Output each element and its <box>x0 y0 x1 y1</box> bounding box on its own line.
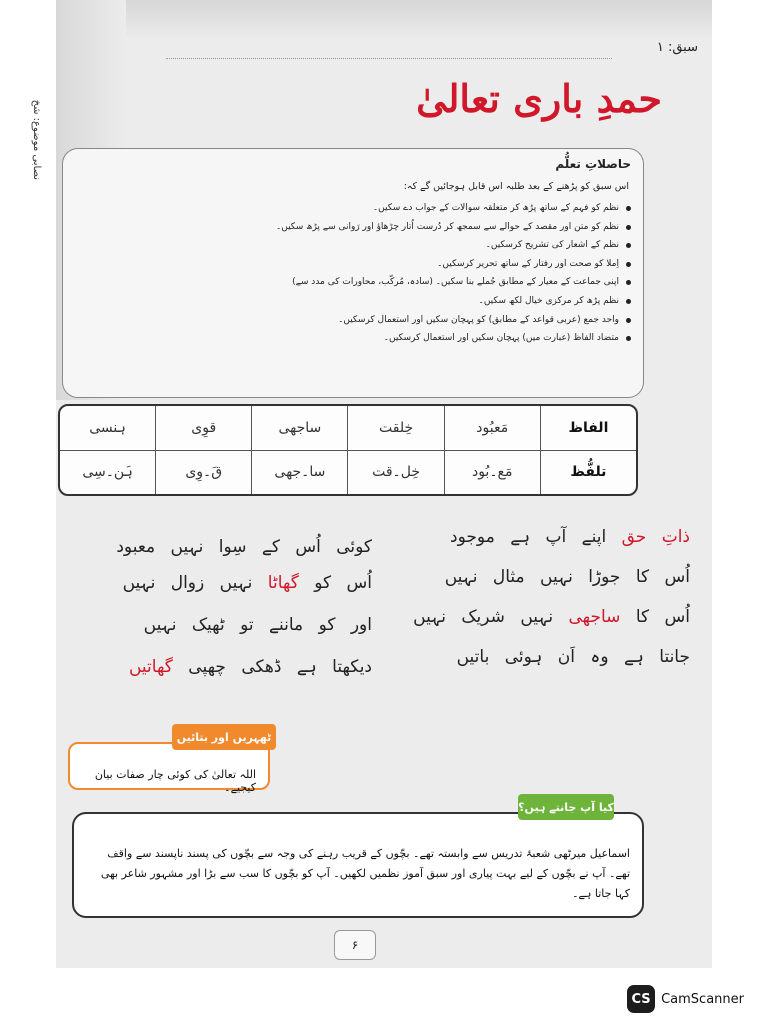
poem-segment: ساجھی <box>568 607 621 627</box>
page-title: حمدِ باری تعالیٰ <box>416 76 662 121</box>
poem-segment: اپنے آپ ہے موجود <box>450 527 622 547</box>
poem-segment: کوئی اُس کے سِوا نہیں معبود <box>116 537 372 557</box>
pronunciation-header-cell: تلفُّظ <box>540 450 636 494</box>
poem-line-right <box>445 566 690 587</box>
poem-line-right <box>450 526 690 547</box>
stop-and-tell-label: ٹھہریں اور بتائیں <box>172 724 276 750</box>
poem-segment: نہیں زوال نہیں <box>122 573 268 593</box>
vocabulary-pronunciation-row <box>60 450 636 494</box>
word-cell: خِلقت <box>347 406 443 450</box>
poem-segment: گھاتیں <box>128 657 173 677</box>
lesson-number: سبق: ۱ <box>656 40 698 55</box>
poem-segment: دیکھتا ہے ڈھکی چھپی <box>172 657 372 677</box>
words-header-cell: الفاظ <box>540 406 636 450</box>
pronunciation-cell: ہَن۔سِی <box>82 464 133 480</box>
did-you-know-box <box>72 812 644 918</box>
poem-line-left <box>144 614 372 635</box>
word-cell: ساجھی <box>251 406 347 450</box>
outcome-item: واحد جمع (عربی قواعد کے مطابق) کو پہچان سکیں اور استعمال کرسکیں۔ <box>276 311 631 330</box>
poem-line-left <box>123 572 372 593</box>
poem-segment: جانتا ہے وہ اَن ہوئی باتیں <box>456 647 690 667</box>
word-cell: مَعبُود <box>444 406 540 450</box>
outcome-item: متضاد الفاظ (عبارت میں) پہچان سکیں اور استعمال کرسکیں۔ <box>276 329 631 348</box>
camscanner-logo: CS <box>627 985 655 1013</box>
learning-outcomes-list <box>276 199 631 348</box>
poem-segment: اُس کا جوڑا نہیں مثال نہیں <box>444 567 690 587</box>
camscanner-name: CamScanner <box>661 991 744 1007</box>
poem-segment: اُس کا <box>620 607 690 627</box>
poem-segment: اور کو ماننے تو ٹھیک نہیں <box>143 615 372 635</box>
learning-outcomes-heading: حاصلاتِ تعلُّم <box>555 157 631 171</box>
outcome-item: نظم کو متن اور مقصد کے حوالے سے سمجھ کر دُرست اُتار چڑھاؤ اور رَوانی سے پڑھ سکیں۔ <box>276 218 631 237</box>
pronunciation-cell: سا۔جھی <box>251 450 347 494</box>
poem-line-right <box>413 606 690 627</box>
poem-line-right <box>457 646 690 667</box>
outcome-item: نظم پڑھ کر مرکزی خیال لکھ سکیں۔ <box>276 292 631 311</box>
camscanner-watermark <box>627 984 744 1014</box>
outcome-item: اِملا کو صحت اور رفتار کے ساتھ تحریر کرسکیں۔ <box>276 255 631 274</box>
page-top-shadow <box>56 0 712 40</box>
poem-segment: اُس کو <box>298 573 372 593</box>
outcome-item: نظم کو فہم کے ساتھ پڑھ کر متعلقہ سوالات کے جواب دے سکیں۔ <box>276 199 631 218</box>
header-divider <box>166 58 612 59</box>
learning-outcomes-box <box>62 148 644 398</box>
word-cell: ہنسی <box>89 420 126 436</box>
pronunciation-cell: مَع۔بُود <box>444 450 540 494</box>
pronunciation-cell: خِل۔قت <box>347 450 443 494</box>
poem-line-left <box>116 536 372 557</box>
stop-and-tell-question: اللہ تعالیٰ کی کوئی چار صفات بیان کیجیے۔ <box>94 768 256 794</box>
outcome-item: نظم کے اشعار کی تشریح کرسکیں۔ <box>276 236 631 255</box>
vocabulary-words-row <box>60 406 636 451</box>
word-cell: قوِی <box>155 406 251 450</box>
did-you-know-text: اسماعیل میرٹھی شعبۂ تدریس سے وابستہ تھے۔ بچّوں کے قریب رہنے کی وجہ سے بچّوں کی پسند ناپسند سے واقف تھے۔ آپ نے بچّوں کے لیے بہت پیاری اور سبق آموز نظمیں لکھیں۔ آپ کو بچّوں کا سب سے بڑا اور مشہور شاعر بھی کہا جاتا ہے۔ <box>100 847 630 900</box>
did-you-know-label: کیا آپ جانتے ہیں؟ <box>518 794 614 820</box>
textbook-page <box>31 0 712 968</box>
learning-outcomes-intro: اس سبق کو پڑھنے کے بعد طلبہ اس قابل ہوجائیں گے کہ: <box>403 181 629 192</box>
poem-segment: نہیں شریک نہیں <box>413 607 569 627</box>
poem-segment: ذاتِ حق <box>621 527 690 547</box>
pronunciation-cell: قَ۔وِی <box>155 450 251 494</box>
vocabulary-table <box>58 404 638 496</box>
spine-text: نصابی موضوع: شخ <box>31 99 42 180</box>
page-number: ۶ <box>334 930 376 960</box>
outcome-item: اپنی جماعت کے معیار کے مطابق جُملے بنا سکیں۔ (سادہ، مُرکّب، محاورات کی مدد سے) <box>276 273 631 292</box>
poem-line-left <box>129 656 372 677</box>
poem-segment: گھاٹا <box>267 573 299 593</box>
